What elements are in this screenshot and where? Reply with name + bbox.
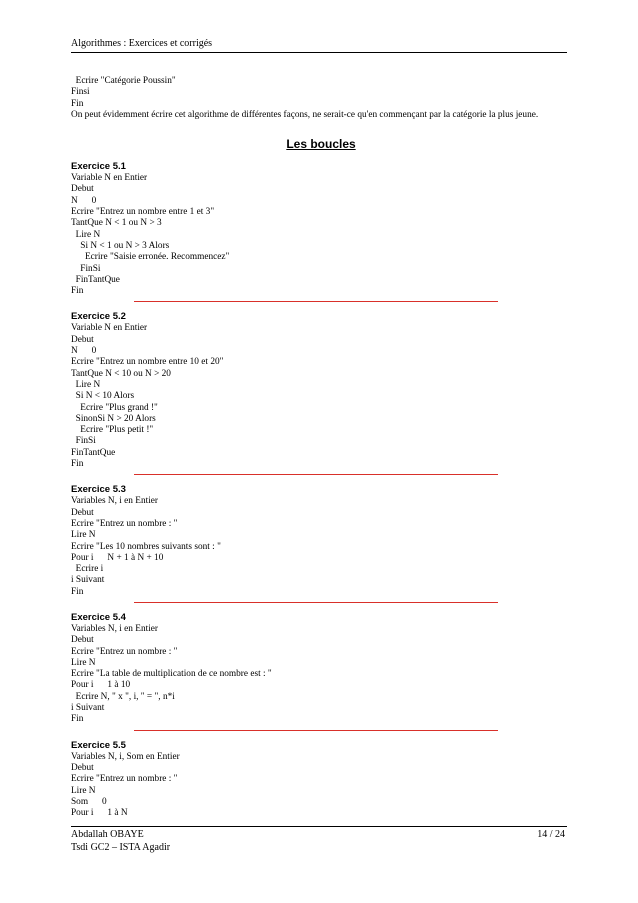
exercise-separator xyxy=(134,730,498,731)
code-line: Variables N, i, Som en Entier xyxy=(71,751,180,762)
code-line: Fin xyxy=(71,459,84,470)
header-rule xyxy=(71,52,567,53)
footer-page-number: 14 / 24 xyxy=(537,829,565,840)
code-line: Ecrire "La table de multiplication de ce nombre est : " xyxy=(71,669,272,680)
code-line: Ecrire "Entrez un nombre : " xyxy=(71,518,178,529)
intro-line: Fin xyxy=(71,98,84,109)
exercise-block xyxy=(71,311,571,475)
exercise-separator xyxy=(134,474,498,475)
code-line: Variable N en Entier xyxy=(71,173,148,184)
page-content xyxy=(71,76,571,819)
code-line: Variables N, i en Entier xyxy=(71,623,158,634)
code-line: Lire N xyxy=(71,785,96,796)
code-line: Lire N xyxy=(71,379,101,390)
code-line: Pour i 1 à 10 xyxy=(71,680,131,691)
footer-author: Abdallah OBAYE xyxy=(71,829,144,840)
code-line: Ecrire "Entrez un nombre entre 10 et 20" xyxy=(71,357,224,368)
footer-rule xyxy=(71,826,567,827)
page-header: Algorithmes : Exercices et corrigés xyxy=(71,38,213,49)
exercise-title: Exercice 5.3 xyxy=(71,484,126,496)
code-line: Debut xyxy=(71,507,94,518)
exercise-separator xyxy=(134,602,498,603)
code-line: Lire N xyxy=(71,530,96,541)
exercise-block xyxy=(71,484,571,603)
code-line: Fin xyxy=(71,586,84,597)
code-line: Si N < 10 Alors xyxy=(71,391,135,402)
code-line: Fin xyxy=(71,714,84,725)
code-line: Debut xyxy=(71,635,94,646)
code-line: Lire N xyxy=(71,657,96,668)
exercise-block xyxy=(71,612,571,731)
section-title: Les boucles xyxy=(286,137,356,152)
code-line: Ecrire "Plus petit !" xyxy=(71,425,154,436)
exercise-block xyxy=(71,740,571,820)
code-line: Ecrire "Entrez un nombre : " xyxy=(71,646,178,657)
code-line: FinTantQue xyxy=(71,447,116,458)
code-line: Som 0 xyxy=(71,796,107,807)
code-line: Ecrire "Plus grand !" xyxy=(71,402,158,413)
code-line: Pour i 1 à N xyxy=(71,808,128,819)
exercise-title: Exercice 5.5 xyxy=(71,739,126,751)
code-line: N 0 xyxy=(71,195,97,206)
code-line: FinSi xyxy=(71,263,101,274)
intro-line: Ecrire "Catégorie Poussin" xyxy=(71,76,176,86)
code-line: Fin xyxy=(71,286,84,297)
code-line: Debut xyxy=(71,184,94,195)
code-line: Ecrire "Entrez un nombre entre 1 et 3" xyxy=(71,207,215,218)
code-line: Debut xyxy=(71,334,94,345)
exercise-title: Exercice 5.2 xyxy=(71,311,126,323)
intro-line: Finsi xyxy=(71,87,90,98)
exercise-block xyxy=(71,161,571,302)
code-line: i Suivant xyxy=(71,703,105,714)
code-line: SinonSi N > 20 Alors xyxy=(71,413,156,424)
code-line: Debut xyxy=(71,762,94,773)
intro-paragraph: On peut évidemment écrire cet algorithme de différentes façons, ne serait-ce qu'en commençant par la catégorie la plus jeune. xyxy=(71,109,539,120)
code-line: Ecrire i xyxy=(71,564,104,575)
exercise-title: Exercice 5.4 xyxy=(71,611,126,623)
exercises-list xyxy=(71,161,571,819)
code-line: Ecrire "Saisie erronée. Recommencez" xyxy=(71,252,230,263)
code-line: N 0 xyxy=(71,346,97,357)
exercise-title: Exercice 5.1 xyxy=(71,161,126,173)
intro-block xyxy=(71,76,571,121)
code-line: Pour i N + 1 à N + 10 xyxy=(71,552,164,563)
code-line: Ecrire N, " x ", i, " = ", n*i xyxy=(71,691,175,702)
code-line: FinSi xyxy=(71,436,96,447)
exercise-separator xyxy=(134,301,498,302)
code-line: i Suivant xyxy=(71,575,105,586)
code-line: Si N < 1 ou N > 3 Alors xyxy=(71,240,170,251)
code-line: FinTantQue xyxy=(71,274,120,285)
code-line: Variable N en Entier xyxy=(71,323,148,334)
code-line: Variables N, i en Entier xyxy=(71,496,158,507)
code-line: TantQue N < 10 ou N > 20 xyxy=(71,368,171,379)
footer-school: Tsdi GC2 – ISTA Agadir xyxy=(71,842,171,853)
footer-left xyxy=(71,828,170,854)
code-line: Ecrire "Entrez un nombre : " xyxy=(71,774,178,785)
code-line: Lire N xyxy=(71,229,101,240)
code-line: TantQue N < 1 ou N > 3 xyxy=(71,218,162,229)
code-line: Ecrire "Les 10 nombres suivants sont : " xyxy=(71,541,221,552)
